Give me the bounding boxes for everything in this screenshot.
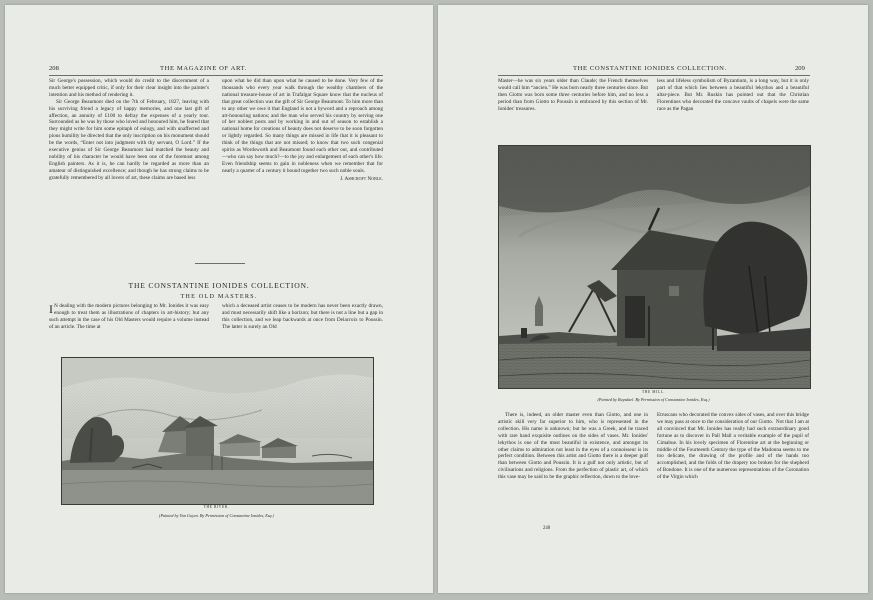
page-number: 209 (795, 65, 805, 72)
article-subtitle: THE OLD MASTERS. (180, 293, 258, 300)
section-divider (195, 263, 245, 264)
text-column-2 (222, 78, 383, 183)
river-landscape-illustration (62, 358, 373, 504)
paragraph: Sir George's possession, which would do credit to the discernment of a much better equipped critic, if only for their clear insight into the painter's intention and his method of rendering it. (49, 78, 209, 98)
bottom-column-2 (657, 412, 809, 481)
paragraph: Etruscans who decorated the convex sides of vases, and over this bridge we may pass at once to the consideration of our Giotto. Not that I am at all convinced that Mr. Ionides has really had such extraordinary good fortune as to discover in Pall Mall a veritable example of the pupil of Cimabue. In his lovely specimen of Florentine art at the beginning or middle of the Fourteenth Century the type of the Madonna seems to me too delicate, the drawing of the profile and of the hands too accomplished, and the folds of the drapery too broken for the shepherd of Bondone. It is one of the numerous representations of the Coronation of the Virgin which (657, 412, 809, 481)
top-column-1 (498, 78, 648, 113)
river-engraving (61, 357, 374, 505)
intro-column-1 (49, 303, 209, 331)
drop-cap: I (49, 302, 53, 316)
intro-text: N dealing with the modern pictures belonging to Mr. Ionides it was easy enough to treat them as illustrations of chapters in art-history; but any such attempt in the case of his Old Masters would require a volume instead of an article. The time at (49, 303, 209, 330)
page-number: 208 (49, 65, 59, 72)
header-rule (498, 75, 810, 76)
image-caption: THE MILL. (642, 390, 665, 394)
image-credit: (Painted by Ruysdael. By Permission of Constantine Ionides, Esq.) (597, 397, 710, 402)
signature-mark: 248 (543, 526, 551, 531)
paragraph: which a deceased artist ceases to be modern has never been exactly drawn, and must necessarily shift like a horizon; but there is not a line but a gap in this collection, and we leap backwards at once from Delacroix to Poussin. The latter is surely an Old (222, 303, 383, 330)
image-credit: (Painted by Van Goyen. By Permission of Constantine Ionides, Esq.) (159, 513, 274, 518)
author-signature: J. Ashcroft Noble. (340, 175, 383, 182)
running-head: THE CONSTANTINE IONIDES COLLECTION. (573, 65, 727, 72)
image-caption: THE RIVER. (203, 505, 230, 509)
mill-engraving (498, 145, 811, 389)
article-title: THE CONSTANTINE IONIDES COLLECTION. (128, 281, 310, 290)
paragraph: Master—he was six years older than Claude; the French themselves would call him “ancien.” He was born nearly three centuries since. But then Giotto was born some three centuries before him, and no less a period than from Giotto to Poussin is embraced by this section of Mr. Ionides' treasures. (498, 78, 648, 112)
mill-landscape-illustration (499, 146, 810, 388)
running-head: THE MAGAZINE OF ART. (160, 65, 247, 72)
bottom-column-1 (498, 412, 648, 481)
paragraph: There is, indeed, an older master even than Giotto, and one in artistic skill very far superior to him, who is represented in the collection. His name is unknown; but he was a Greek, and he traced with rare hand exquisite outlines on the sides of vases. Mr. Ionides' lekythos is one of the most beautiful in existence, and amongst its other claims to admiration not least in the eyes of a connoisseur is its perfect condition. Between this artist and Giotto there is a deeper gulf than between Giotto and Poussin. It is a gulf not only artistic, but of civilisations and religions. From the perfection of plastic art, of which this vase may be said to be the graphic reflection, down to the love- (498, 412, 648, 481)
paragraph: upon what he did than upon what he caused to be done. Very few of the thousands who every year walk through the wealthy chambers of the national treasure-house of art in Trafalgar Square know that the nucleus of that great collection was the gift of Sir George Beaumont. To him more than to any other we owe it that England is not a byword and a reproach among art-honouring nations; and the man who served his country by serving one of her noblest posts and by working in and out of season to establish a national home for creations of beauty does not deserve to be soon forgotten or lightly regarded. So many things are missed in life that it is pleasant to think of the things that are not missed; to know that two such congenial spirits as Wordsworth and Beaumont found each other out, and contributed—who can say how much?—to the joy and enlargement of each other's life. Even friendship seems to gain in nobleness when we remember that for nearly a quarter of a century it bound together two such noble souls. (222, 78, 383, 174)
header-rule (49, 75, 383, 76)
paragraph: less and lifeless symbolism of Byzantium, is a long way, but it is only part of that which lies between a beautiful lekythos and a beautiful altar-piece. But Mr. Ruskin has pointed out that the Christian Florentines who decorated the concave vaults of chapels were the same race as the Pagan (657, 78, 809, 112)
left-page (5, 5, 433, 593)
top-column-2 (657, 78, 809, 113)
paragraph: Sir George Beaumont died on the 7th of February, 1827, leaving with his surviving friend a legacy of happy memories, and one last gift of affection, an annuity of £100 to defray the expenses of a yearly tour. Surrounded as he was by those who loved and honoured him, he feared that they might write for him some epitaph of eulogy, and with unaffected and pious humility he directed that the only inscription on his monument should be the words, “Enter not into judgment with thy servant, O Lord.” If the executive genius of Sir George Beaumont had matched the beauty and nobility of his character he would have been one of the foremost among English painters. As it is, he can hardly be regarded as more than an amateur of distinguished excellence; and though he has strong claims to be gratefully remembered by all lovers of art, these claims are based less (49, 98, 209, 181)
text-column-1 (49, 78, 209, 182)
right-page (438, 5, 868, 593)
intro-column-2 (222, 303, 383, 331)
